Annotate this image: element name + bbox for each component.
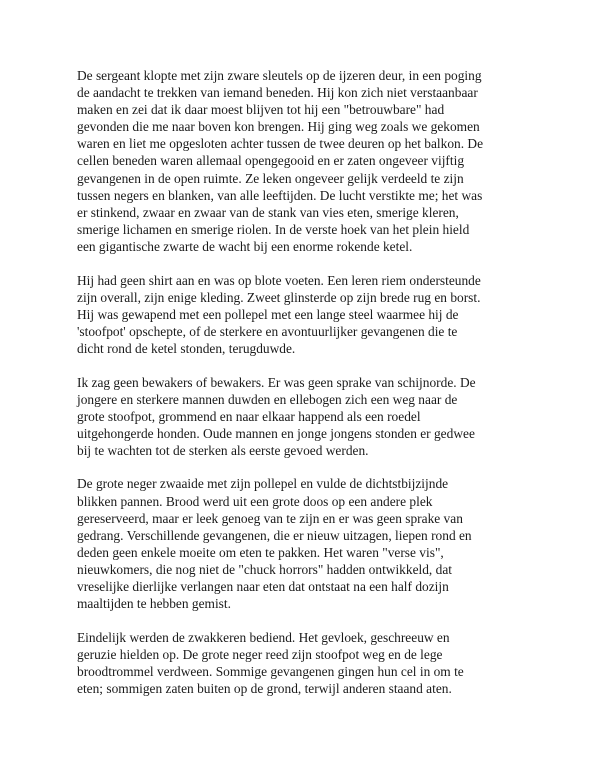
text-line: de aandacht te trekken van iemand beneden. Hij kon zich niet verstaanbaar (77, 85, 478, 101)
text-line: cellen beneden waren allemaal opengegooid en er zaten ongeveer vijftig (77, 153, 465, 169)
text-line: waren en liet me opgesloten achter tussen de twee deuren op het balkon. De (77, 136, 484, 152)
text-line: uitgehongerde honden. Oude mannen en jonge jongens stonden er gedwee (77, 425, 475, 441)
text-line: zijn overall, zijn enige kleding. Zweet glinsterde op zijn brede rug en borst. (77, 289, 481, 305)
text-line: vreselijke dierlijke verlangen naar eten dat ontstaat na een half dozijn (77, 579, 449, 595)
text-line: broodtrommel verdween. Sommige gevangenen gingen hun cel in om te (77, 663, 464, 679)
text-line: Hij had geen shirt aan en was op blote voeten. Een leren riem ondersteunde (77, 272, 481, 288)
text-line: bij te wachten tot de sterken als eerste gevoed werden. (77, 442, 369, 458)
paragraph-1 (77, 67, 537, 255)
text-line: maaltijden te hebben gemist. (77, 596, 231, 612)
text-line: geruzie hielden op. De grote neger reed zijn stoofpot weg en de lege (77, 646, 443, 662)
text-line: dicht rond de ketel stonden, terugduwde. (77, 340, 296, 356)
text-line: 'stoofpot' opschepte, of de sterkere en avontuurlijker gevangenen die te (77, 323, 458, 339)
text-line: een gigantische zwarte de wacht bij een enorme rokende ketel. (77, 238, 413, 254)
text-line: nieuwkomers, die nog niet de "chuck horrors" hadden ontwikkeld, dat (77, 561, 452, 577)
paragraph-5 (77, 629, 537, 697)
text-line: Eindelijk werden de zwakkeren bediend. Het gevloek, geschreeuw en (77, 629, 450, 645)
text-line: grote stoofpot, grommend en naar elkaar happend als een roedel (77, 408, 421, 424)
text-line: eten; sommigen zaten buiten op de grond, terwijl anderen staand aten. (77, 681, 452, 696)
document-page (77, 67, 537, 714)
text-line: jongere en sterkere mannen duwden en ellebogen zich een weg naar de (77, 391, 458, 407)
text-line: deden geen enkele moeite om eten te pakken. Het waren "verse vis", (77, 544, 444, 560)
text-line: blikken pannen. Brood werd uit een grote doos op een andere plek (77, 493, 433, 509)
text-line: gevangenen in de open ruimte. Ze leken ongeveer gelijk verdeeld te zijn (77, 170, 464, 186)
paragraph-4 (77, 475, 537, 612)
paragraph-3 (77, 374, 537, 459)
text-line: er stinkend, zwaar en zwaar van de stank van vies eten, smerige kleren, (77, 204, 459, 220)
text-line: De sergeant klopte met zijn zware sleutels op de ijzeren deur, in een poging (77, 68, 482, 83)
paragraph-2 (77, 272, 537, 357)
text-line: gedrang. Verschillende gevangenen, die er nieuw uitzagen, liepen rond en (77, 527, 472, 543)
text-line: De grote neger zwaaide met zijn pollepel en vulde de dichtstbijzijnde (77, 476, 449, 492)
text-line: gereserveerd, maar er leek genoeg van te zijn en er was geen sprake van (77, 510, 463, 526)
text-line: maken en zei dat ik daar moest blijven tot hij een "betrouwbare" had (77, 102, 445, 118)
text-line: tussen negers en blanken, van alle leeftijden. De lucht verstikte me; het was (77, 187, 483, 203)
text-line: smerige lichamen en smerige riolen. In de verste hoek van het plein hield (77, 221, 470, 237)
text-line: Ik zag geen bewakers of bewakers. Er was geen sprake van schijnorde. De (77, 374, 476, 390)
text-line: gevonden die me naar boven kon brengen. Hij ging weg zoals we gekomen (77, 119, 480, 135)
text-line: Hij was gewapend met een pollepel met een lange steel waarmee hij de (77, 306, 459, 322)
